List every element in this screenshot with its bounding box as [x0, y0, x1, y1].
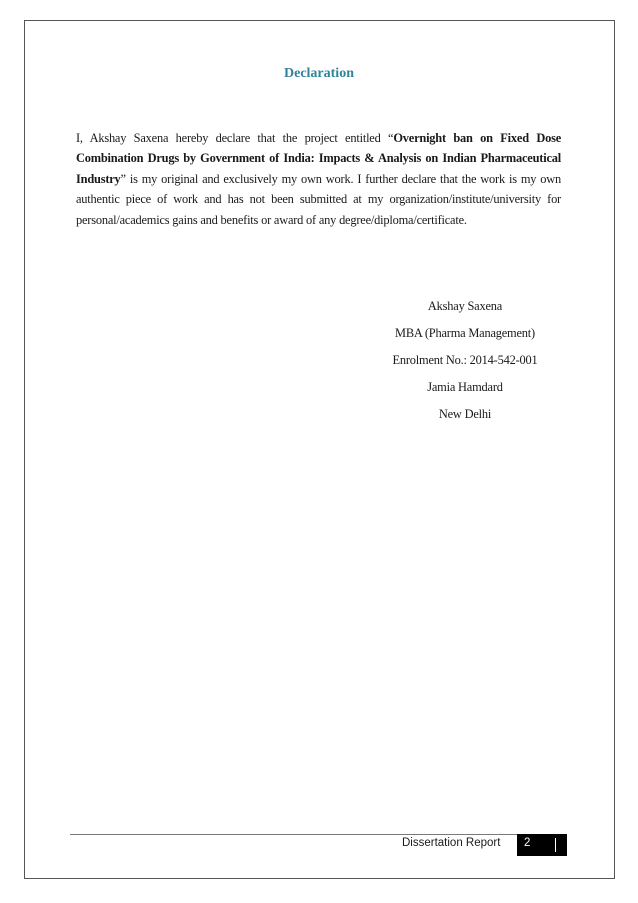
footer-divider — [70, 834, 567, 835]
signature-name: Akshay Saxena — [427, 299, 503, 313]
page-number: 2 — [524, 837, 531, 849]
declaration-body: ” is my original and exclusively my own work. I further declare that the work is my own authentic piece of work and has not been submitted at my organization/institute/university for personal/academics gains and benefits or award of any degree/diploma/certificate. — [76, 171, 561, 227]
page-title: Declaration — [284, 66, 354, 81]
signature-city: New Delhi — [438, 407, 492, 421]
signature-enrolment: Enrolment No.: 2014-542-001 — [392, 353, 538, 367]
footer-label: Dissertation Report — [402, 837, 501, 849]
declaration-paragraph — [76, 128, 561, 230]
declaration-intro: I, Akshay Saxena hereby declare that the project entitled “ — [76, 131, 394, 145]
signature-program: MBA (Pharma Management) — [395, 326, 535, 340]
page-number-box — [517, 834, 567, 856]
page-number-divider — [555, 838, 556, 852]
signature-block — [340, 298, 590, 433]
signature-institution: Jamia Hamdard — [427, 380, 503, 394]
project-title: Overnight ban on Fixed Dose Combination Drugs by Government of India: Impacts & Analysis on Indian Pharmaceutical Industry — [76, 131, 561, 186]
